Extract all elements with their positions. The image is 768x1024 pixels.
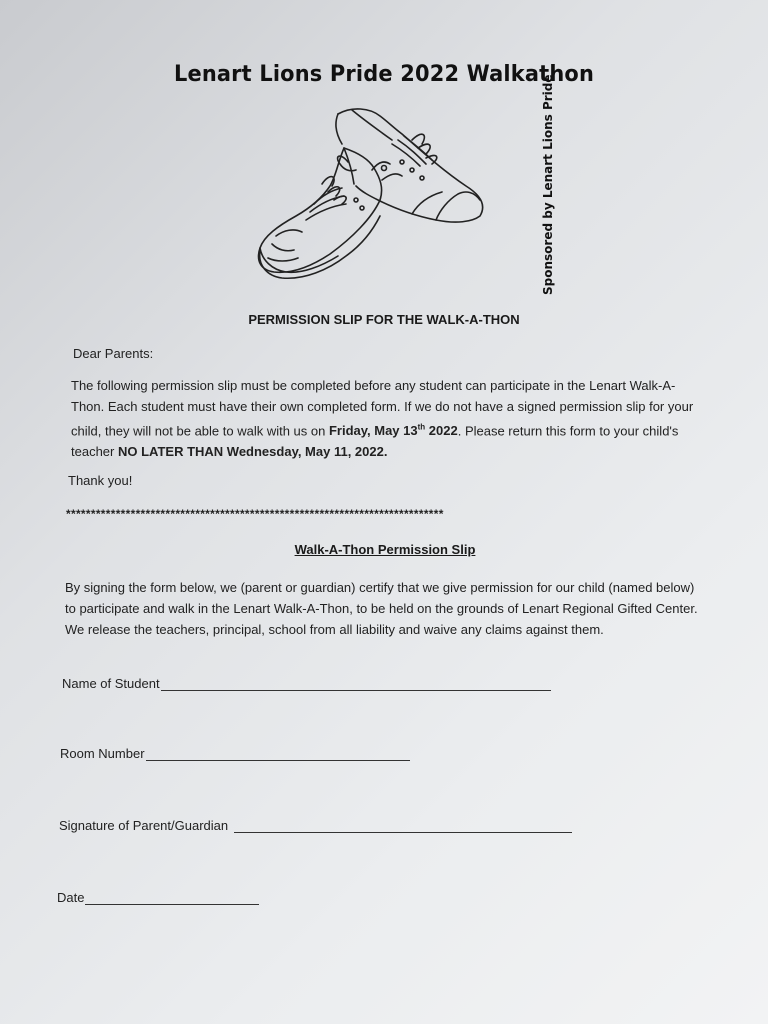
intro-text-2: . Please return this form to your child's teacher (71, 423, 679, 460)
student-name-label: Name of Student (62, 676, 160, 691)
intro-paragraph (71, 375, 703, 462)
thank-you: Thank you! (68, 473, 133, 488)
divider-line: **************************************************************************** (66, 507, 444, 521)
document-title: Lenart Lions Pride 2022 Walkathon (173, 62, 595, 87)
signature-line[interactable] (234, 818, 572, 833)
intro-text-1: The following permission slip must be completed before any student can participate in the Lenart Walk-A-Thon. Each student must have their own completed form. If we do not have a signed permission slip for your child, they will not be able to walk with us on (71, 378, 694, 439)
slip-title: Walk-A-Thon Permission Slip (294, 542, 476, 557)
event-date: Friday, May 13th 2022 (328, 423, 458, 439)
signature-field[interactable] (59, 818, 572, 833)
date-line[interactable] (85, 890, 259, 905)
room-number-line[interactable] (146, 746, 410, 761)
room-number-label: Room Number (60, 746, 145, 761)
deadline: NO LATER THAN Wednesday, May 11, 2022. (117, 444, 388, 460)
date-label: Date (57, 890, 85, 905)
student-name-field[interactable] (62, 676, 551, 691)
section-heading: PERMISSION SLIP FOR THE WALK-A-THON (248, 312, 520, 327)
student-name-line[interactable] (161, 676, 551, 691)
date-field[interactable] (57, 890, 259, 905)
sneakers-icon (252, 100, 492, 290)
room-number-field[interactable] (60, 746, 410, 761)
greeting: Dear Parents: (73, 346, 154, 361)
consent-paragraph: By signing the form below, we (parent or guardian) certify that we give permission for our child (named below) to participate and walk in the Lenart Walk-A-Thon, to be held on the grounds of Lenart Regional Gifted Center. We release the teachers, principal, school from all liability and waive any claims against them. (65, 580, 698, 637)
sponsor-text: Sponsored by Lenart Lions Pride (541, 74, 555, 295)
signature-label: Signature of Parent/Guardian (59, 818, 229, 833)
